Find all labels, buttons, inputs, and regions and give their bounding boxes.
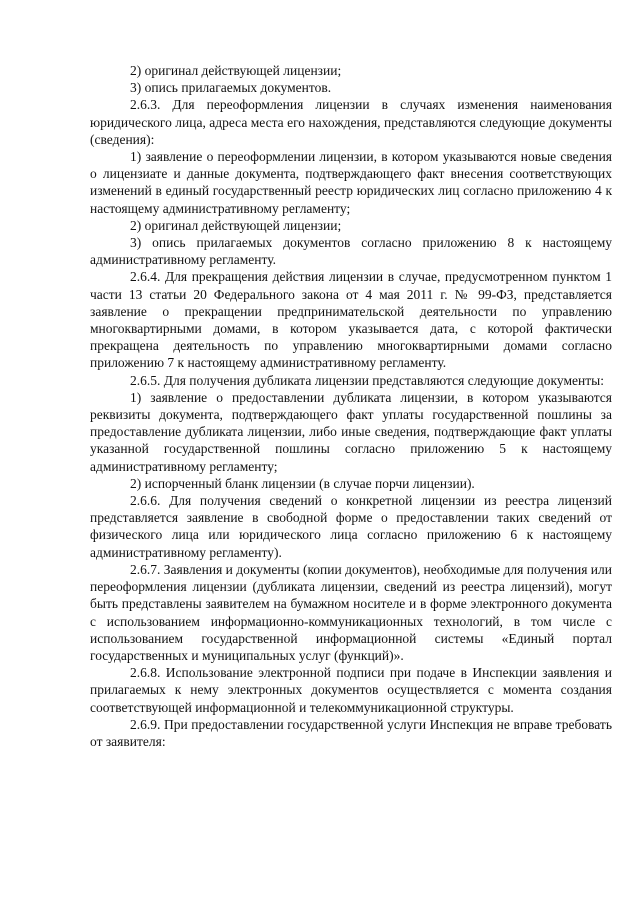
paragraph: 2.6.9. При предоставлении государственной услуги Инспекция не вправе требовать от заявителя: <box>90 716 612 749</box>
paragraph: 2) оригинал действующей лицензии; <box>130 217 342 233</box>
paragraph: 2.6.7. Заявления и документы (копии документов), необходимые для получения или переоформления лицензии (дубликата лицензии, сведений из реестра лицензий), могут быть представлены заявителем на бумажном носителе и в форме электронного документа с использованием информационно-коммуникационных технологий, в том числе с использованием государственной информационной системы «Единый портал государственных и муниципальных услуг (функций)». <box>90 561 612 663</box>
paragraph: 3) опись прилагаемых документов. <box>130 80 332 96</box>
document-page <box>90 62 612 750</box>
paragraph: 2.6.4. Для прекращения действия лицензии в случае, предусмотренном пунктом 1 части 13 статьи 20 Федерального закона от 4 мая 2011 г. № 99-ФЗ, представляется заявление о прекращении предпринимательской деятельности по управлению многоквартирными домами, в котором указывается дата, с которой фактически прекращена деятельность по управлению многоквартирными домами согласно приложению 7 к настоящему административному регламенту. <box>90 269 612 371</box>
paragraph: 1) заявление о предоставлении дубликата лицензии, в котором указываются реквизиты документа, подтверждающего факт уплаты государственной пошлины за предоставление дубликата лицензии, либо иные сведения, подтверждающие факт уплаты указанной государственной пошлины согласно приложению 5 к настоящему административному регламенту; <box>90 389 612 474</box>
paragraph: 2.6.5. Для получения дубликата лицензии представляются следующие документы: <box>130 372 604 388</box>
paragraph: 2.6.8. Использование электронной подписи при подаче в Инспекции заявления и прилагаемых к нему электронных документов осуществляется с момента создания соответствующей информационной и телекоммуникационной структуры. <box>90 665 612 715</box>
paragraph: 2) оригинал действующей лицензии; <box>130 63 342 78</box>
paragraph: 1) заявление о переоформлении лицензии, в котором указываются новые сведения о лицензиате и данные документа, подтверждающего факт внесения соответствующих изменений в единый государственный реестр юридических лиц согласно приложению 4 к настоящему административному регламенту; <box>90 149 612 216</box>
paragraph: 2) испорченный бланк лицензии (в случае порчи лицензии). <box>130 475 475 491</box>
paragraph: 3) опись прилагаемых документов согласно приложению 8 к настоящему административному регламенту. <box>90 235 612 268</box>
paragraph: 2.6.3. Для переоформления лицензии в случаях изменения наименования юридического лица, адреса места его нахождения, представляются следующие документы (сведения): <box>90 97 612 147</box>
paragraph: 2.6.6. Для получения сведений о конкретной лицензии из реестра лицензий представляется заявление в свободной форме о предоставлении таких сведений от физического лица или юридического лица согласно приложению 6 к настоящему административному регламенту). <box>90 493 612 560</box>
